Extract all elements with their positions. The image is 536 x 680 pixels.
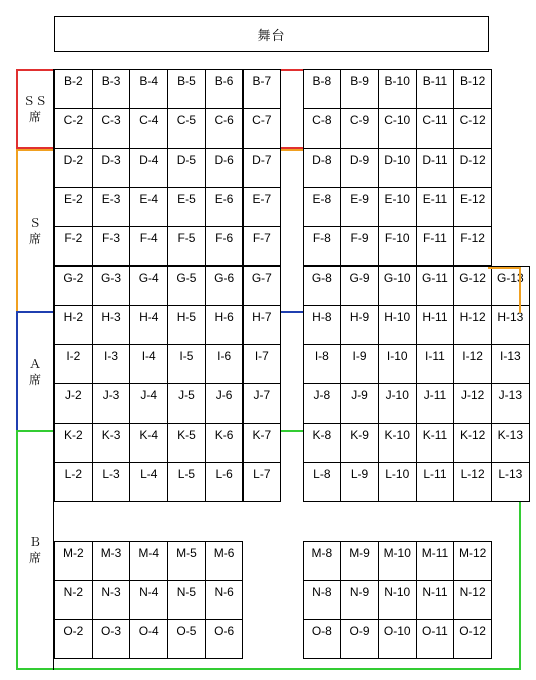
seat[interactable]: O-9 [340,619,379,659]
seat[interactable]: B-4 [129,69,168,109]
seat[interactable]: B-8 [303,69,342,109]
seat[interactable]: J-11 [416,383,455,423]
seat[interactable]: N-3 [92,580,131,620]
seat[interactable]: O-4 [129,619,168,659]
seat[interactable]: N-12 [453,580,492,620]
seat[interactable]: G-2 [54,266,93,306]
seat[interactable]: B-10 [378,69,417,109]
seat[interactable]: E-2 [54,187,93,227]
seat[interactable]: E-9 [340,187,379,227]
seat[interactable]: I-3 [92,344,131,384]
seat[interactable]: M-10 [378,541,417,581]
seat[interactable]: D-2 [54,148,93,188]
seat[interactable]: H-7 [243,305,282,345]
seat[interactable]: J-13 [491,383,530,423]
seat[interactable]: M-6 [205,541,244,581]
seat[interactable]: J-2 [54,383,93,423]
seat[interactable]: L-8 [303,462,342,502]
seat[interactable]: L-13 [491,462,530,502]
seat[interactable]: I-2 [54,344,93,384]
section-b-label: Ｂ 席 [28,535,41,565]
seat[interactable]: D-5 [167,148,206,188]
seat[interactable]: E-11 [416,187,455,227]
seat[interactable]: L-11 [416,462,455,502]
seat[interactable]: K-2 [54,423,93,463]
seat[interactable]: B-12 [453,69,492,109]
seat[interactable]: H-9 [340,305,379,345]
seat[interactable]: F-2 [54,226,93,266]
seat[interactable]: D-11 [416,148,455,188]
seat[interactable]: E-4 [129,187,168,227]
seat[interactable]: I-7 [243,344,282,384]
seat[interactable]: H-3 [92,305,131,345]
seat[interactable]: H-12 [453,305,492,345]
seat[interactable]: I-5 [167,344,206,384]
seat[interactable]: F-5 [167,226,206,266]
seat[interactable]: M-3 [92,541,131,581]
seat[interactable]: F-10 [378,226,417,266]
seat[interactable]: G-4 [129,266,168,306]
seat[interactable]: H-13 [491,305,530,345]
seat[interactable]: K-10 [378,423,417,463]
seat[interactable]: L-3 [92,462,131,502]
seat[interactable]: C-10 [378,108,417,148]
seat[interactable]: I-6 [205,344,244,384]
seat[interactable]: M-4 [129,541,168,581]
seat[interactable]: C-4 [129,108,168,148]
seat[interactable]: H-10 [378,305,417,345]
seat[interactable]: C-12 [453,108,492,148]
seat[interactable]: J-3 [92,383,131,423]
seat[interactable]: C-7 [243,108,282,148]
seat[interactable]: L-4 [129,462,168,502]
seat[interactable]: K-4 [129,423,168,463]
seat[interactable]: K-8 [303,423,342,463]
seat[interactable]: G-10 [378,266,417,306]
section-a-label: Ａ 席 [28,356,41,387]
seat[interactable]: N-2 [54,580,93,620]
seat[interactable]: L-2 [54,462,93,502]
seat[interactable]: H-4 [129,305,168,345]
seat[interactable]: K-11 [416,423,455,463]
seat[interactable]: F-8 [303,226,342,266]
seat[interactable]: L-6 [205,462,244,502]
seat[interactable]: D-7 [243,148,282,188]
seat[interactable]: M-2 [54,541,93,581]
seat[interactable]: L-5 [167,462,206,502]
seat[interactable]: J-7 [243,383,282,423]
seat[interactable]: F-12 [453,226,492,266]
seat[interactable]: L-9 [340,462,379,502]
seat[interactable]: D-9 [340,148,379,188]
seat[interactable]: N-5 [167,580,206,620]
seat[interactable]: E-6 [205,187,244,227]
seat[interactable]: H-8 [303,305,342,345]
seat[interactable]: H-11 [416,305,455,345]
seat[interactable]: B-9 [340,69,379,109]
seat[interactable]: J-5 [167,383,206,423]
seat[interactable]: D-4 [129,148,168,188]
seat[interactable]: I-13 [491,344,530,384]
seat[interactable]: O-2 [54,619,93,659]
seat[interactable]: L-12 [453,462,492,502]
seat[interactable]: O-5 [167,619,206,659]
seat[interactable]: J-4 [129,383,168,423]
seat[interactable]: O-3 [92,619,131,659]
seat[interactable]: B-5 [167,69,206,109]
seat[interactable]: J-9 [340,383,379,423]
seat[interactable]: L-7 [243,462,282,502]
seat[interactable]: F-7 [243,226,282,266]
seat[interactable]: O-8 [303,619,342,659]
seat[interactable]: F-4 [129,226,168,266]
seat[interactable]: B-3 [92,69,131,109]
seat[interactable]: G-9 [340,266,379,306]
seat[interactable]: I-12 [453,344,492,384]
seat[interactable]: D-3 [92,148,131,188]
seat[interactable]: C-11 [416,108,455,148]
seat[interactable]: D-10 [378,148,417,188]
seat[interactable]: M-8 [303,541,342,581]
seat[interactable]: B-11 [416,69,455,109]
seat[interactable]: L-10 [378,462,417,502]
seat[interactable]: E-10 [378,187,417,227]
seat[interactable]: B-6 [205,69,244,109]
seat[interactable]: F-3 [92,226,131,266]
seat[interactable]: N-9 [340,580,379,620]
seat[interactable]: C-6 [205,108,244,148]
section-ss-label: ＳＳ 席 [22,94,47,124]
seat[interactable]: M-9 [340,541,379,581]
seat[interactable]: J-6 [205,383,244,423]
stage-label: 舞台 [257,27,286,43]
seat[interactable]: H-5 [167,305,206,345]
seat[interactable]: G-3 [92,266,131,306]
seat[interactable]: I-10 [378,344,417,384]
seat[interactable]: J-10 [378,383,417,423]
seat[interactable]: E-5 [167,187,206,227]
seat[interactable]: C-5 [167,108,206,148]
seat[interactable]: D-12 [453,148,492,188]
seat[interactable]: C-9 [340,108,379,148]
seat[interactable]: O-6 [205,619,244,659]
seat[interactable]: I-9 [340,344,379,384]
seat[interactable]: K-7 [243,423,282,463]
seat[interactable]: J-8 [303,383,342,423]
seat[interactable]: K-12 [453,423,492,463]
seat[interactable]: F-6 [205,226,244,266]
seat[interactable]: I-4 [129,344,168,384]
seat[interactable]: J-12 [453,383,492,423]
seat[interactable]: G-7 [243,266,282,306]
seat[interactable]: F-11 [416,226,455,266]
section-s-label: Ｓ 席 [28,216,41,246]
seat[interactable]: K-3 [92,423,131,463]
seat[interactable]: G-13 [491,266,530,306]
seat[interactable]: G-11 [416,266,455,306]
seat[interactable]: G-12 [453,266,492,306]
seat[interactable]: O-10 [378,619,417,659]
seat[interactable]: G-5 [167,266,206,306]
seat[interactable]: G-6 [205,266,244,306]
seat[interactable]: N-6 [205,580,244,620]
seat[interactable]: H-2 [54,305,93,345]
seat[interactable]: D-8 [303,148,342,188]
seat[interactable]: E-8 [303,187,342,227]
seat[interactable]: C-8 [303,108,342,148]
seat[interactable]: K-9 [340,423,379,463]
seat[interactable]: M-12 [453,541,492,581]
seat[interactable]: B-7 [243,69,282,109]
seat[interactable]: O-11 [416,619,455,659]
seat[interactable]: H-6 [205,305,244,345]
seat[interactable]: N-10 [378,580,417,620]
seat[interactable]: M-11 [416,541,455,581]
seat[interactable]: N-11 [416,580,455,620]
seat[interactable]: D-6 [205,148,244,188]
seat[interactable]: N-4 [129,580,168,620]
seat[interactable]: C-3 [92,108,131,148]
seat[interactable]: G-8 [303,266,342,306]
seat[interactable]: E-12 [453,187,492,227]
seat[interactable]: E-3 [92,187,131,227]
seat[interactable]: K-5 [167,423,206,463]
seat[interactable]: E-7 [243,187,282,227]
seat[interactable]: M-5 [167,541,206,581]
seat[interactable]: B-2 [54,69,93,109]
seat[interactable]: F-9 [340,226,379,266]
seat[interactable]: I-11 [416,344,455,384]
seat[interactable]: K-6 [205,423,244,463]
seat[interactable]: I-8 [303,344,342,384]
seat[interactable]: K-13 [491,423,530,463]
seat[interactable]: N-8 [303,580,342,620]
seat[interactable]: O-12 [453,619,492,659]
seat[interactable]: C-2 [54,108,93,148]
stage-box [54,16,489,52]
